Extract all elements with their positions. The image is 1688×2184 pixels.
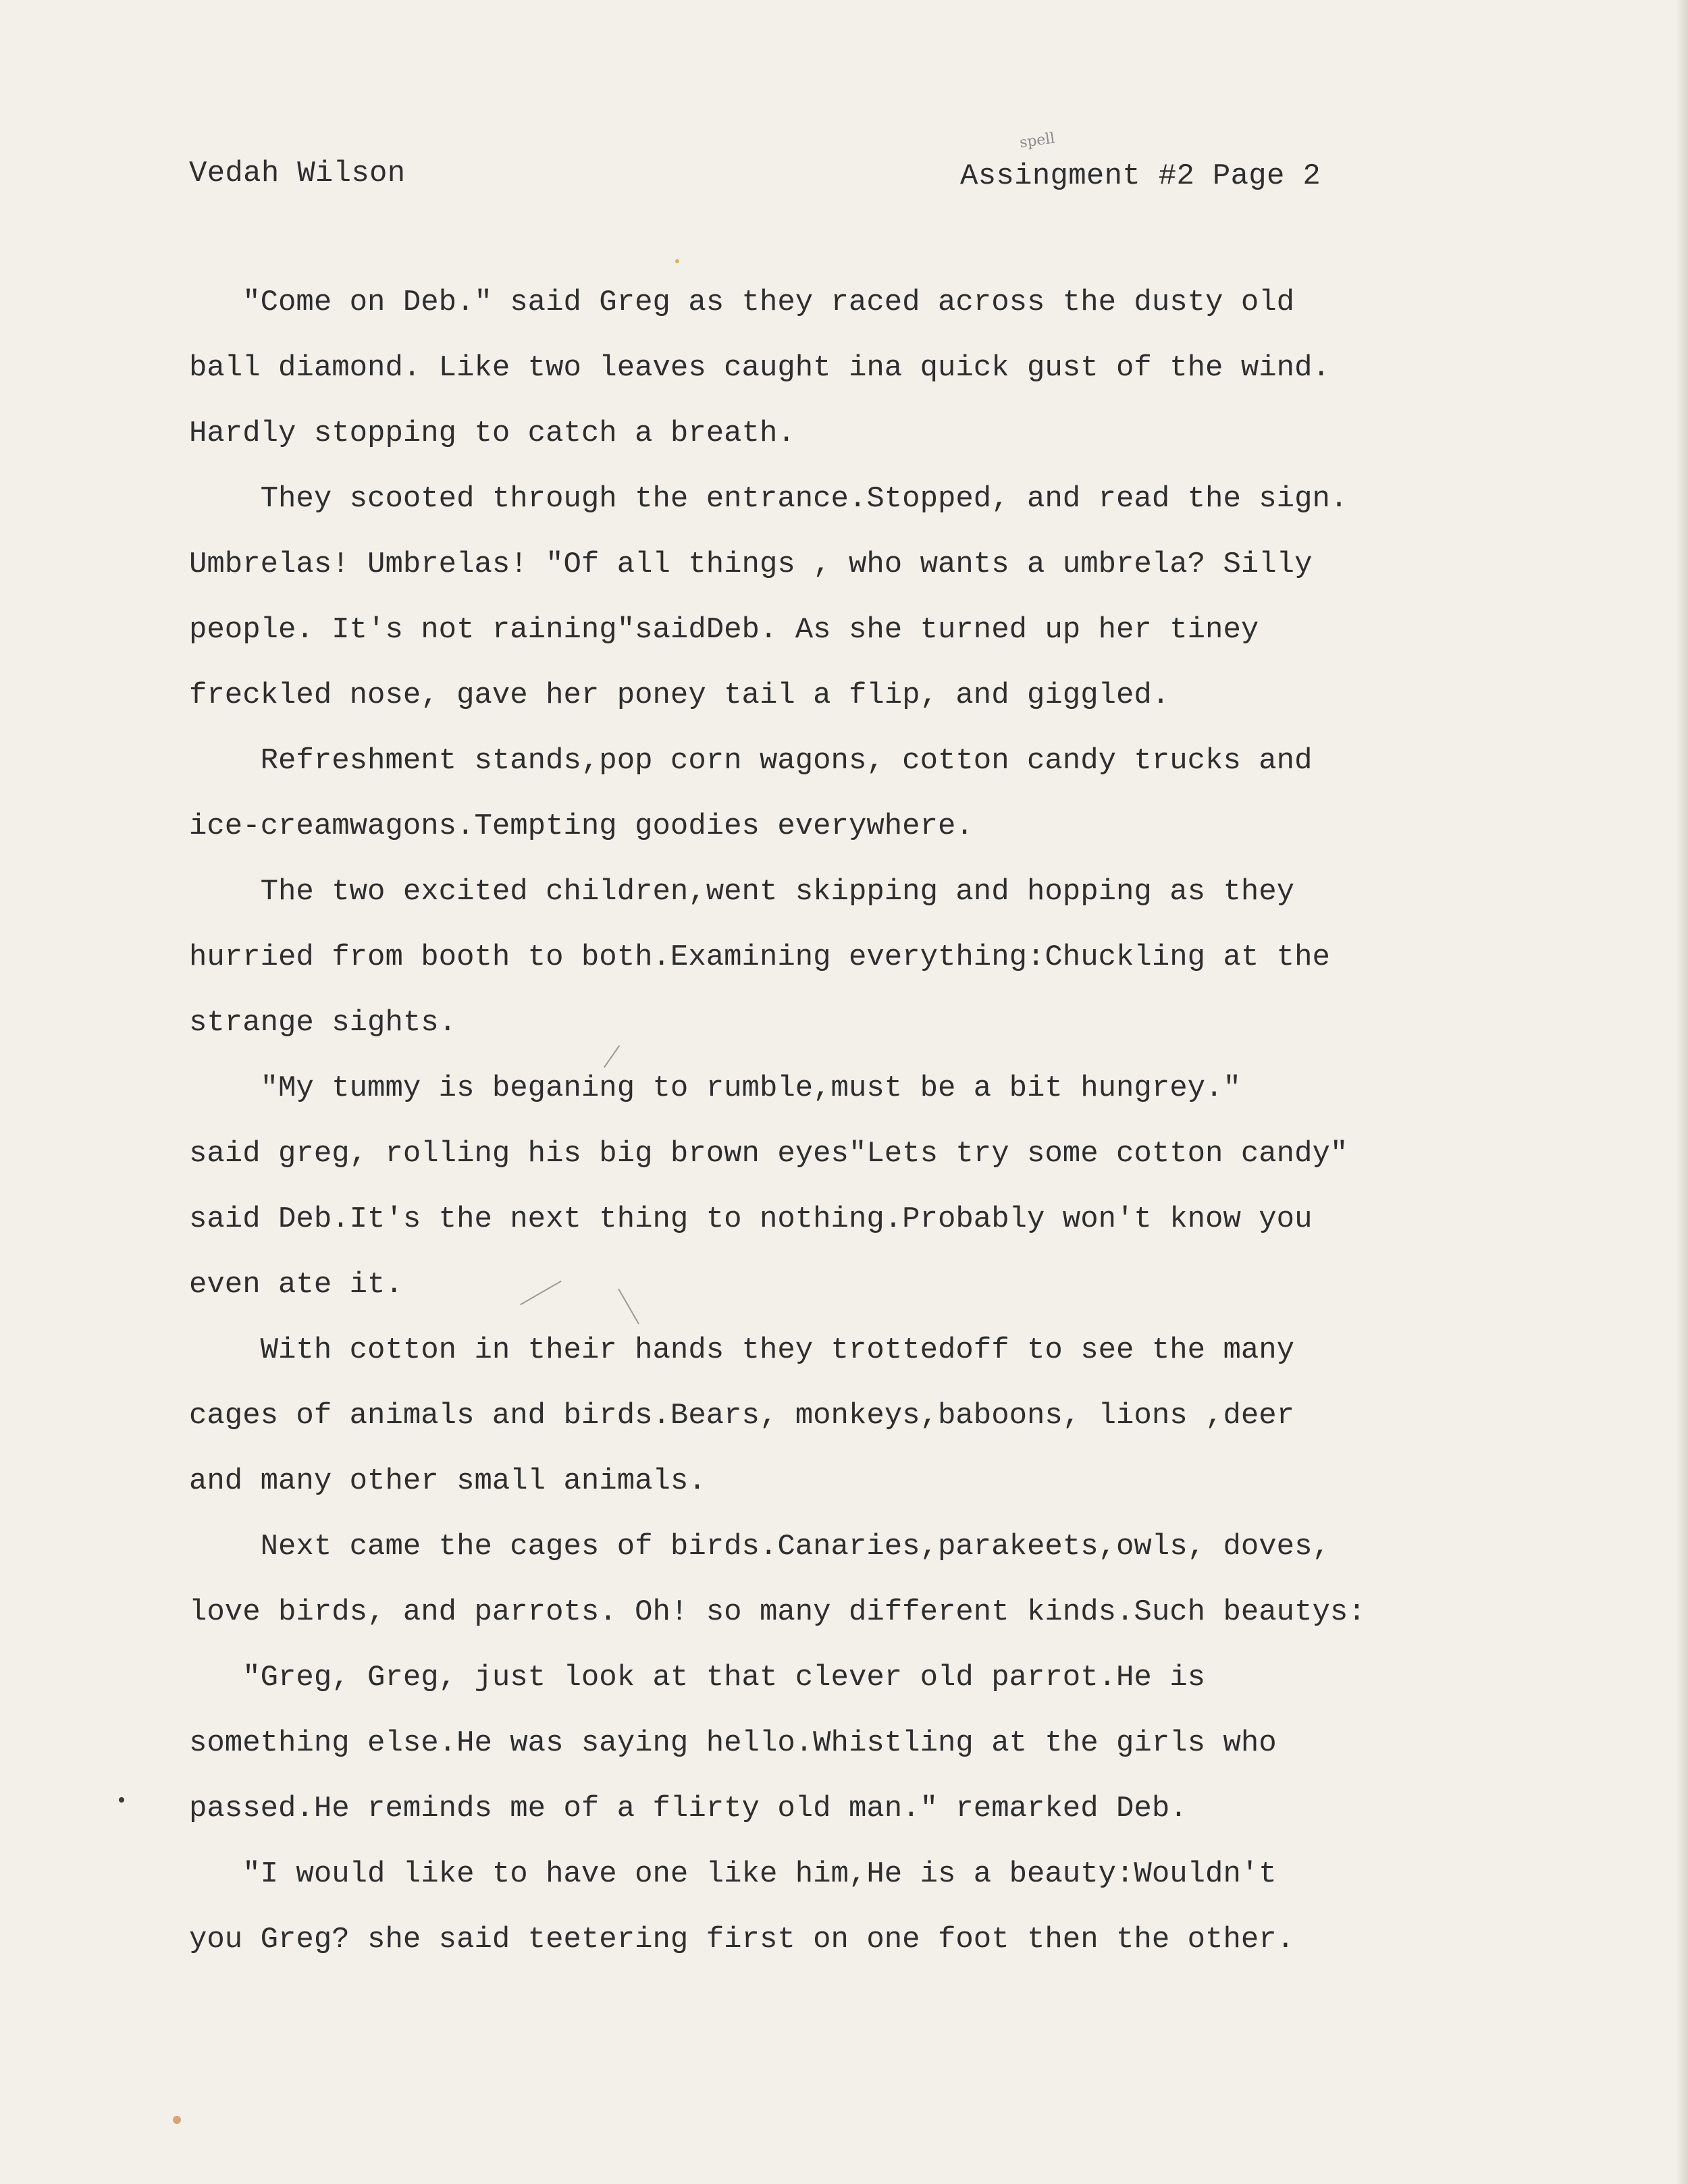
story-body <box>189 270 1641 1973</box>
story-line: said Deb.It's the next thing to nothing.Probably won't know you <box>189 1202 1313 1236</box>
story-line: cages of animals and birds.Bears, monkeys,baboons, lions ,deer <box>189 1399 1295 1433</box>
page-edge-shadow <box>1676 0 1688 2184</box>
story-line: even ate it. <box>189 1268 403 1302</box>
story-line: freckled nose, gave her poney tail a flip, and giggled. <box>189 678 1170 712</box>
story-line: people. It's not raining"saidDeb. As she turned up her tiney <box>189 613 1259 647</box>
story-line: "I would like to have one like him,He is a beauty:Wouldn't <box>189 1857 1277 1891</box>
paper-speck <box>675 259 679 263</box>
story-line: and many other small animals. <box>189 1464 706 1498</box>
story-line: hurried from booth to both.Examining everything:Chuckling at the <box>189 940 1330 974</box>
story-line: said greg, rolling his big brown eyes"Lets try some cotton candy" <box>189 1137 1348 1171</box>
story-line: passed.He reminds me of a flirty old man." remarked Deb. <box>189 1792 1188 1826</box>
paper-speck <box>173 2116 181 2124</box>
story-line: "Greg, Greg, just look at that clever old parrot.He is <box>189 1661 1206 1695</box>
story-line: "My tummy is beganing to rumble,must be a bit hungrey." <box>189 1071 1241 1105</box>
paper-speck <box>119 1797 124 1803</box>
assignment-page-label: Assingment #2 Page 2 <box>960 159 1321 193</box>
story-line: Umbrelas! Umbrelas! "Of all things , who wants a umbrela? Silly <box>189 548 1313 581</box>
story-line: The two excited children,went skipping and hopping as they <box>189 875 1295 909</box>
story-line: ball diamond. Like two leaves caught ina quick gust of the wind. <box>189 351 1330 385</box>
story-line: Next came the cages of birds.Canaries,parakeets,owls, doves, <box>189 1530 1330 1564</box>
story-line: They scooted through the entrance.Stopped, and read the sign. <box>189 482 1348 516</box>
story-line: something else.He was saying hello.Whistling at the girls who <box>189 1726 1277 1760</box>
story-line: you Greg? she said teetering first on one foot then the other. <box>189 1923 1295 1956</box>
story-line: ice-creamwagons.Tempting goodies everywhere. <box>189 809 974 843</box>
story-line: Refreshment stands,pop corn wagons, cotton candy trucks and <box>189 744 1313 778</box>
story-line: love birds, and parrots. Oh! so many different kinds.Such beautys: <box>189 1595 1366 1629</box>
story-line: Hardly stopping to catch a breath. <box>189 417 795 450</box>
story-line: strange sights. <box>189 1006 457 1040</box>
story-line: With cotton in their hands they trottedoff to see the many <box>189 1333 1295 1367</box>
story-line: "Come on Deb." said Greg as they raced across the dusty old <box>189 286 1295 319</box>
author-name: Vedah Wilson <box>189 157 406 190</box>
pencil-annotation: spell <box>1018 130 1056 152</box>
